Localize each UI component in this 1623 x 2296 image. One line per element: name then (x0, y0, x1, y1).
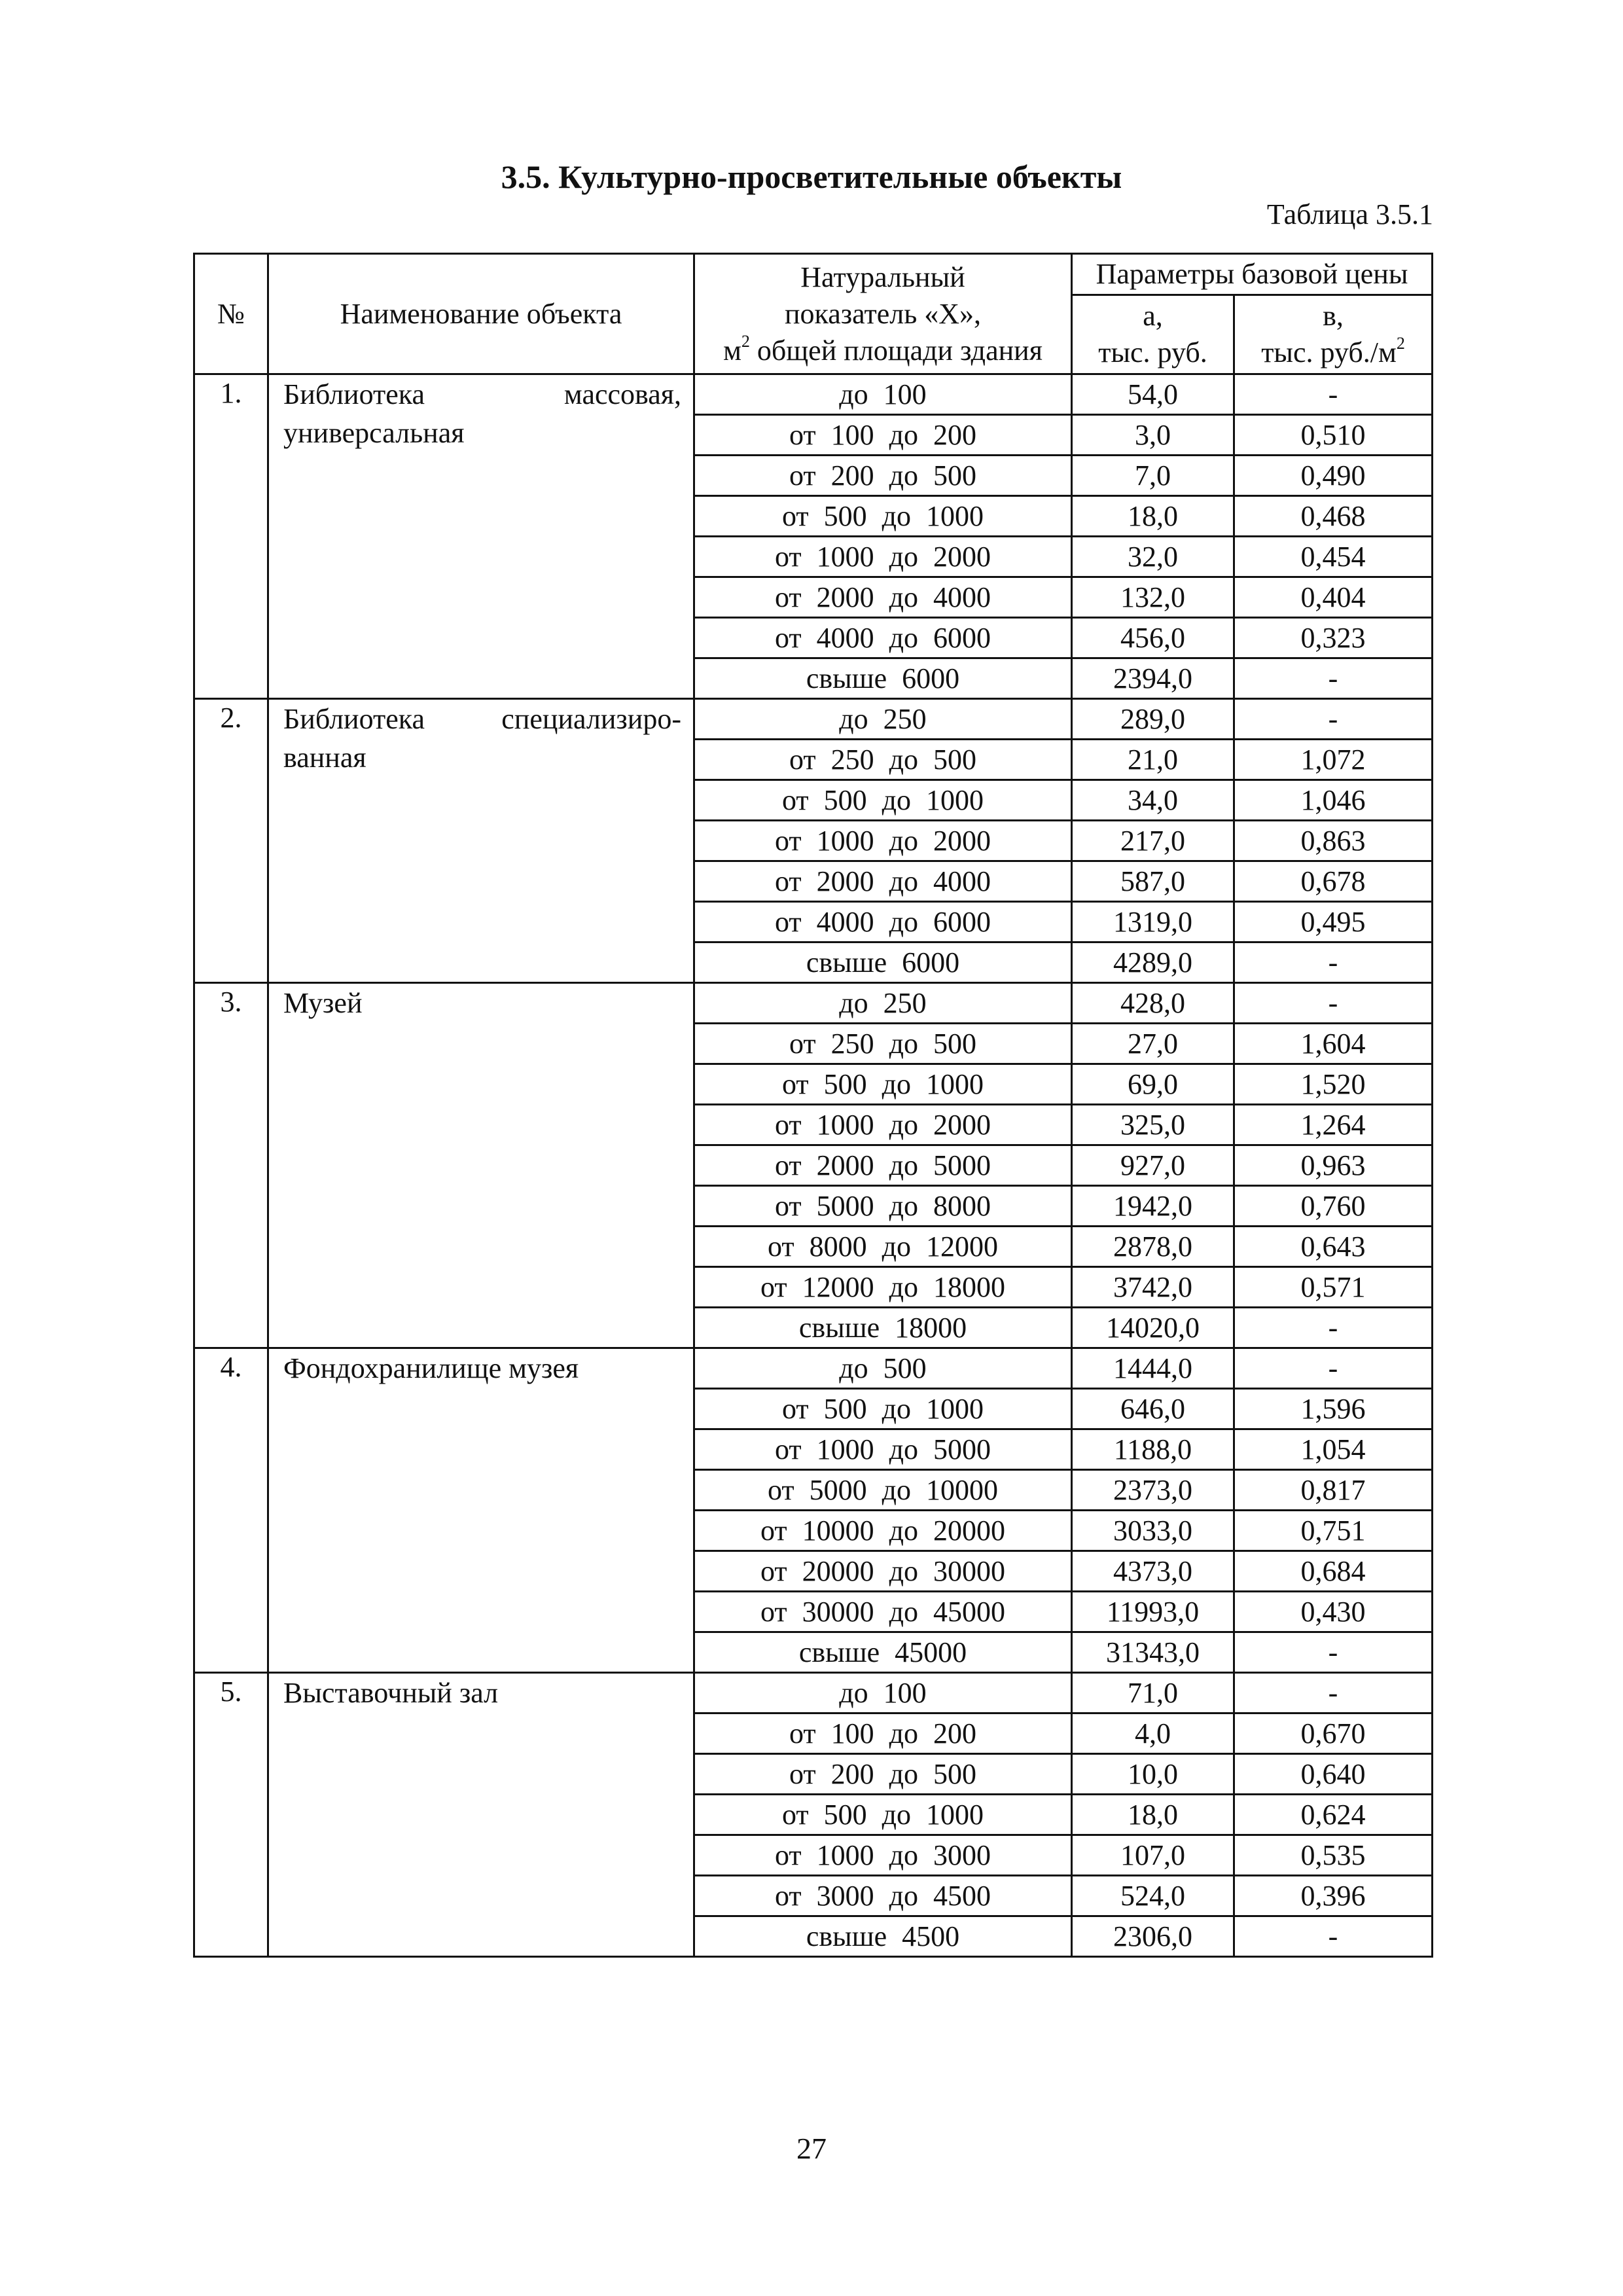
param-b: 0,678 (1234, 861, 1433, 902)
indicator-range: от 1000 до 2000 (694, 1105, 1072, 1145)
header-indicator-line3: $м^2$ общей площади здания (723, 331, 1043, 367)
object-name-text: Фондохранилище музея (283, 1352, 579, 1384)
header-params: Параметры базовой цены (1072, 254, 1433, 295)
param-a: 31343,0 (1072, 1632, 1234, 1673)
indicator-range: до 250 (694, 983, 1072, 1024)
document-title: 3.5. Культурно-просветительные объекты (501, 158, 1122, 195)
object-number: 4. (194, 1348, 268, 1673)
table-header (194, 254, 1433, 374)
param-b: 0,323 (1234, 618, 1433, 658)
indicator-range: до 100 (694, 374, 1072, 415)
indicator-range: свыше 45000 (694, 1632, 1072, 1673)
param-b: 0,510 (1234, 415, 1433, 456)
indicator-range: от 1000 до 2000 (694, 821, 1072, 861)
param-a: 32,0 (1072, 537, 1234, 577)
indicator-range: от 2000 до 5000 (694, 1145, 1072, 1186)
object-number: 5. (194, 1673, 268, 1957)
indicator-range: от 200 до 500 (694, 1754, 1072, 1795)
table-row (194, 374, 1433, 415)
indicator-range: от 1000 до 5000 (694, 1429, 1072, 1470)
param-a: 1444,0 (1072, 1348, 1234, 1389)
param-a: 54,0 (1072, 374, 1234, 415)
param-a: 927,0 (1072, 1145, 1234, 1186)
param-a: 27,0 (1072, 1024, 1234, 1064)
param-b: - (1234, 1348, 1433, 1389)
param-a: 325,0 (1072, 1105, 1234, 1145)
indicator-range: от 1000 до 3000 (694, 1835, 1072, 1876)
header-b-line2: тыс. $руб./м^2$ (1261, 334, 1405, 368)
param-b: 0,643 (1234, 1227, 1433, 1267)
param-b: 0,490 (1234, 456, 1433, 496)
param-b: 0,454 (1234, 537, 1433, 577)
indicator-range: от 100 до 200 (694, 415, 1072, 456)
indicator-range: от 12000 до 18000 (694, 1267, 1072, 1308)
indicator-range: от 4000 до 6000 (694, 618, 1072, 658)
indicator-range: от 5000 до 8000 (694, 1186, 1072, 1227)
object-name-text: Библиотека массовая, универсальная (283, 378, 681, 449)
header-name: Наименование объекта (268, 254, 694, 374)
param-b: - (1234, 1308, 1433, 1348)
indicator-range: от 2000 до 4000 (694, 577, 1072, 618)
param-b: 0,624 (1234, 1795, 1433, 1835)
param-a: 524,0 (1072, 1876, 1234, 1916)
table-row (194, 1673, 1433, 1713)
param-a: 69,0 (1072, 1064, 1234, 1105)
param-a: 10,0 (1072, 1754, 1234, 1795)
param-a: 428,0 (1072, 983, 1234, 1024)
param-a: 1319,0 (1072, 902, 1234, 942)
param-a: 456,0 (1072, 618, 1234, 658)
param-b: - (1234, 983, 1433, 1024)
param-a: 587,0 (1072, 861, 1234, 902)
param-a: 2306,0 (1072, 1916, 1234, 1957)
price-table (193, 253, 1433, 1958)
param-a: 289,0 (1072, 699, 1234, 740)
header-num: № (194, 254, 268, 374)
param-a: 3,0 (1072, 415, 1234, 456)
header-indicator-line1: Натуральный (800, 260, 965, 293)
indicator-range: свыше 18000 (694, 1308, 1072, 1348)
indicator-range: от 500 до 1000 (694, 1795, 1072, 1835)
param-b: - (1234, 699, 1433, 740)
table-caption: Таблица 3.5.1 (1266, 198, 1433, 230)
param-a: 4289,0 (1072, 942, 1234, 983)
param-a: 1942,0 (1072, 1186, 1234, 1227)
indicator-range: свыше 6000 (694, 658, 1072, 699)
header-b-line1: в, (1323, 300, 1344, 332)
indicator-range: до 250 (694, 699, 1072, 740)
indicator-range: от 250 до 500 (694, 1024, 1072, 1064)
table-row (194, 1348, 1433, 1389)
indicator-range: от 10000 до 20000 (694, 1511, 1072, 1551)
param-b: - (1234, 1916, 1433, 1957)
param-b: - (1234, 942, 1433, 983)
param-b: - (1234, 1632, 1433, 1673)
indicator-range: от 30000 до 45000 (694, 1592, 1072, 1632)
indicator-range: от 500 до 1000 (694, 1064, 1072, 1105)
param-a: 217,0 (1072, 821, 1234, 861)
indicator-range: от 500 до 1000 (694, 1389, 1072, 1429)
object-number: 3. (194, 983, 268, 1348)
header-a-line2: тыс. руб. (1098, 336, 1207, 368)
param-a: 7,0 (1072, 456, 1234, 496)
param-a: 107,0 (1072, 1835, 1234, 1876)
object-name (268, 1673, 694, 1957)
param-b: 0,468 (1234, 496, 1433, 537)
param-b: 1,596 (1234, 1389, 1433, 1429)
param-b: 0,670 (1234, 1713, 1433, 1754)
indicator-range: от 500 до 1000 (694, 496, 1072, 537)
table-body (194, 374, 1433, 1957)
header-indicator-line2: показатель «Х», (784, 297, 982, 330)
param-a: 3742,0 (1072, 1267, 1234, 1308)
indicator-range: от 200 до 500 (694, 456, 1072, 496)
indicator-range: от 1000 до 2000 (694, 537, 1072, 577)
param-a: 132,0 (1072, 577, 1234, 618)
indicator-range: от 500 до 1000 (694, 780, 1072, 821)
param-b: 0,535 (1234, 1835, 1433, 1876)
param-b: 1,264 (1234, 1105, 1433, 1145)
indicator-range: от 2000 до 4000 (694, 861, 1072, 902)
param-b: 0,760 (1234, 1186, 1433, 1227)
object-name (268, 699, 694, 983)
param-a: 4373,0 (1072, 1551, 1234, 1592)
table-row (194, 699, 1433, 740)
indicator-range: от 3000 до 4500 (694, 1876, 1072, 1916)
param-a: 646,0 (1072, 1389, 1234, 1429)
param-b: 0,495 (1234, 902, 1433, 942)
param-b: 1,520 (1234, 1064, 1433, 1105)
indicator-range: свыше 4500 (694, 1916, 1072, 1957)
indicator-range: от 250 до 500 (694, 740, 1072, 780)
header-a (1072, 295, 1234, 374)
param-b: 0,817 (1234, 1470, 1433, 1511)
param-b: 0,863 (1234, 821, 1433, 861)
object-number: 2. (194, 699, 268, 983)
object-name-text: Выставочный зал (283, 1677, 499, 1709)
param-a: 18,0 (1072, 1795, 1234, 1835)
indicator-range: от 8000 до 12000 (694, 1227, 1072, 1267)
param-a: 2373,0 (1072, 1470, 1234, 1511)
param-b: 0,404 (1234, 577, 1433, 618)
param-b: 0,751 (1234, 1511, 1433, 1551)
param-a: 3033,0 (1072, 1511, 1234, 1551)
indicator-range: от 100 до 200 (694, 1713, 1072, 1754)
param-b: 0,396 (1234, 1876, 1433, 1916)
param-a: 2878,0 (1072, 1227, 1234, 1267)
param-b: 1,072 (1234, 740, 1433, 780)
indicator-range: до 500 (694, 1348, 1072, 1389)
param-a: 71,0 (1072, 1673, 1234, 1713)
header-b (1234, 295, 1433, 374)
param-a: 18,0 (1072, 496, 1234, 537)
header-a-line1: а, (1143, 300, 1163, 332)
table-row (194, 983, 1433, 1024)
param-b: - (1234, 658, 1433, 699)
param-b: 0,430 (1234, 1592, 1433, 1632)
indicator-range: от 20000 до 30000 (694, 1551, 1072, 1592)
indicator-range: свыше 6000 (694, 942, 1072, 983)
param-a: 11993,0 (1072, 1592, 1234, 1632)
param-a: 14020,0 (1072, 1308, 1234, 1348)
param-a: 21,0 (1072, 740, 1234, 780)
param-a: 1188,0 (1072, 1429, 1234, 1470)
param-b: 1,604 (1234, 1024, 1433, 1064)
param-b: - (1234, 374, 1433, 415)
indicator-range: от 5000 до 10000 (694, 1470, 1072, 1511)
object-name (268, 374, 694, 699)
param-b: 0,571 (1234, 1267, 1433, 1308)
param-a: 34,0 (1072, 780, 1234, 821)
param-b: 0,640 (1234, 1754, 1433, 1795)
object-name-text: Библиотека специализиро-ванная (283, 703, 681, 774)
param-b: 0,684 (1234, 1551, 1433, 1592)
page-number: 27 (796, 2132, 827, 2165)
param-b: 1,046 (1234, 780, 1433, 821)
object-name-text: Музей (283, 987, 363, 1019)
indicator-range: от 4000 до 6000 (694, 902, 1072, 942)
indicator-range: до 100 (694, 1673, 1072, 1713)
param-b: 0,963 (1234, 1145, 1433, 1186)
param-a: 2394,0 (1072, 658, 1234, 699)
object-name (268, 1348, 694, 1673)
param-b: - (1234, 1673, 1433, 1713)
object-name (268, 983, 694, 1348)
header-indicator (694, 254, 1072, 374)
param-b: 1,054 (1234, 1429, 1433, 1470)
param-a: 4,0 (1072, 1713, 1234, 1754)
object-number: 1. (194, 374, 268, 699)
